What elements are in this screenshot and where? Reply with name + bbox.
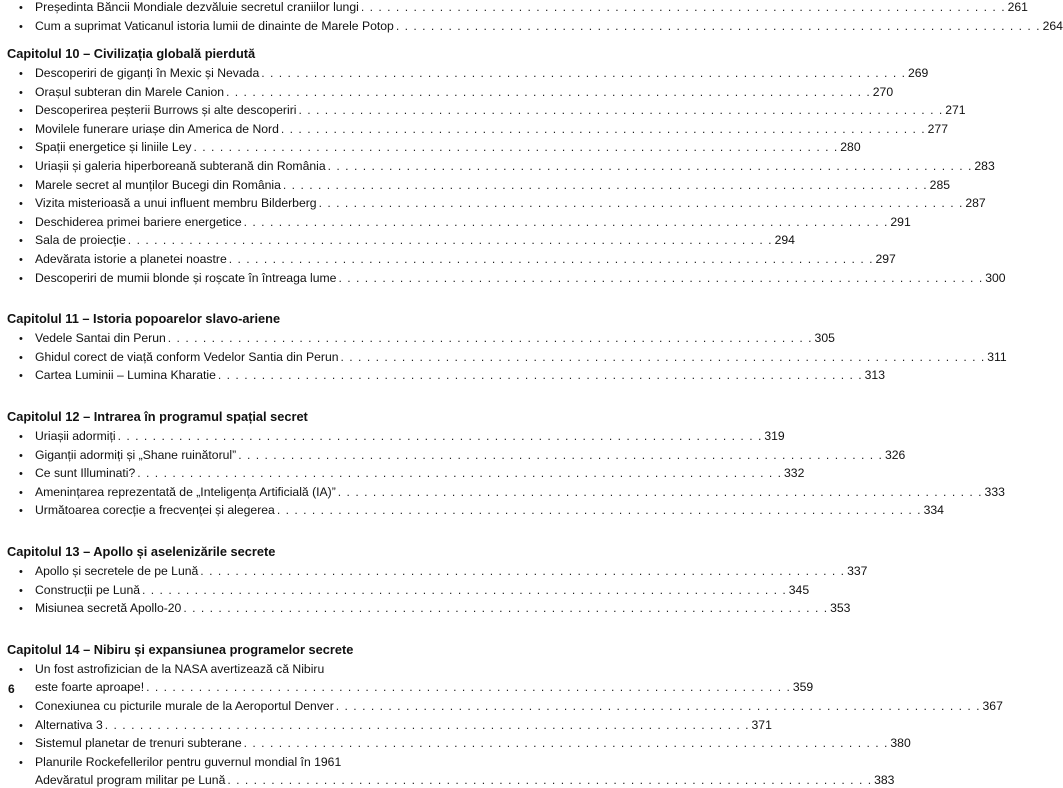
toc-entry [19,662,453,677]
toc-entry-title: Planurile Rockefellerilor pentru guvernul mondial în 1961 [35,754,342,769]
toc-entry-title: Adevăratul program militar pe Lună [35,773,226,788]
dot-leader: . . . . . . . . . . . . . . . . . . . . . . . . . . . . . . . . . . . . . . . . . . . . . . . . . . . . . . . . . . . . . . . . . . . . . . . . . . [360,0,1006,14]
toc-entry-title: Orașul subteran din Marele Canion [35,84,225,99]
toc-entry [19,699,1003,714]
bullet-icon: • [19,468,23,481]
toc-entry [19,564,868,579]
bullet-icon: • [19,333,23,346]
bullet-icon: • [19,719,23,732]
toc-entry [19,66,929,81]
bullet-icon: • [19,738,23,751]
toc-entry-page: 337 [847,564,868,578]
dot-leader: . . . . . . . . . . . . . . . . . . . . . . . . . . . . . . . . . . . . . . . . . . . . . . . . . . . . . . . . . . . . . . . . . . . . . . . . . . [127,233,773,248]
toc-entry-title: Președinta Băncii Mondiale dezvăluie secretul craniilor lungi [35,0,359,14]
toc-entry-title: Vedele Santai din Perun [35,331,166,346]
chapter-heading: Capitolul 14 – Nibiru și expansiunea programelor secrete [7,641,354,657]
toc-entry-title: Următoarea corecție a frecvenței și alegerea [35,503,275,518]
toc-entry-page: 371 [751,717,772,732]
dot-leader: . . . . . . . . . . . . . . . . . . . . . . . . . . . . . . . . . . . . . . . . . . . . . . . . . . . . . . . . . . . . . . . . . . . . . . . . . . [261,66,906,80]
toc-entry-page: 313 [864,368,885,383]
dot-leader: . . . . . . . . . . . . . . . . . . . . . . . . . . . . . . . . . . . . . . . . . . . . . . . . . . . . . . . . . . . . . . . . . . . . . . . . . . [227,773,873,788]
toc-entry-page: 300 [985,270,1006,285]
chapter-heading: Capitolul 13 – Apollo și aselenizările secrete [7,544,276,559]
toc-entry-title: Adevărata istorie a planetei noastre [35,252,227,266]
bullet-icon: • [19,584,23,597]
dot-leader: . . . . . . . . . . . . . . . . . . . . . . . . . . . . . . . . . . . . . . . . . . . . . . . . . . . . . . . . . . . . . . . . . . . . . . . . . . [338,270,984,285]
toc-entry [19,177,951,193]
toc-entry-title: Ce sunt Illuminati? [35,466,136,481]
toc-entry [19,252,896,267]
toc-entry-page: 261 [1007,0,1028,14]
toc-entry [19,331,835,346]
bullet-icon: • [19,20,23,33]
toc-entry [19,755,453,770]
toc-entry-page: 367 [982,699,1003,713]
bullet-icon: • [19,198,23,211]
dot-leader: . . . . . . . . . . . . . . . . . . . . . . . . . . . . . . . . . . . . . . . . . . . . . . . . . . . . . . . . . . . . . . . . . . . . . . . . . . [104,717,750,732]
toc-entry-page: 287 [965,196,986,211]
toc-entry [19,140,861,155]
toc-entry [19,582,810,598]
dot-leader: . . . . . . . . . . . . . . . . . . . . . . . . . . . . . . . . . . . . . . . . . . . . . . . . . . . . . . . . . . . . . . . . . . . . . . . . . . [318,196,964,211]
toc-entry [19,159,995,174]
dot-leader: . . . . . . . . . . . . . . . . . . . . . . . . . . . . . . . . . . . . . . . . . . . . . . . . . . . . . . . . . . . . . . . . . . . . . . . . . . [395,18,1041,33]
toc-entry-title: Descoperiri de mumii blonde și roșcate în întreaga lume [35,270,337,285]
toc-entry [19,484,1005,500]
toc-entry-page: 305 [814,331,835,346]
toc-entry [19,0,1028,15]
bullet-icon: • [19,2,23,14]
toc-entry [19,196,986,211]
bullet-icon: • [19,179,23,192]
toc-entry-page: 311 [987,349,1007,364]
dot-leader: . . . . . . . . . . . . . . . . . . . . . . . . . . . . . . . . . . . . . . . . . . . . . . . . . . . . . . . . . . . . . . . . . . . . . . . . . . [142,582,787,597]
dot-leader: . . . . . . . . . . . . . . . . . . . . . . . . . . . . . . . . . . . . . . . . . . . . . . . . . . . . . . . . . . . . . . . . . . . . . . . . . . [193,140,839,155]
toc-entry-page: 291 [890,214,911,229]
dot-leader: . . . . . . . . . . . . . . . . . . . . . . . . . . . . . . . . . . . . . . . . . . . . . . . . . . . . . . . . . . . . . . . . . . . . . . . . . . [137,466,783,481]
dot-leader: . . . . . . . . . . . . . . . . . . . . . . . . . . . . . . . . . . . . . . . . . . . . . . . . . . . . . . . . . . . . . . . . . . . . . . . . . . [337,484,983,499]
toc-entry-title: Uriașii adormiți [35,429,116,443]
bullet-icon: • [19,86,23,99]
toc-entry-title: Amenințarea reprezentată de „Inteligența Artificială (IA)” [35,484,336,499]
bullet-icon: • [19,603,23,616]
toc-entry-title: Movilele funerare uriașe din America de Nord [35,121,279,136]
toc-entry [19,103,966,118]
toc-entry-title: Descoperirea peșterii Burrows și alte descoperiri [35,103,297,118]
bullet-icon: • [19,254,23,266]
dot-leader: . . . . . . . . . . . . . . . . . . . . . . . . . . . . . . . . . . . . . . . . . . . . . . . . . . . . . . . . . . . . . . . . . . . . . . . . . . [280,121,926,136]
toc-entry-page: 280 [840,140,861,155]
toc-entry [19,349,1007,365]
toc-entry-title: Cartea Luminii – Lumina Kharatie [35,368,216,383]
toc-entry-page: 294 [774,233,795,248]
toc-entry-title: Giganții adormiți și „Shane ruinătorul” [35,447,237,462]
toc-entry-title: Cum a suprimat Vaticanul istoria lumii de dinainte de Marele Potop [35,18,394,33]
toc-entry-page: 326 [884,447,906,462]
toc-entry-page: 345 [788,582,810,597]
toc-entry-title: Apollo și secretele de pe Lună [35,564,199,578]
toc-entry [19,121,948,137]
toc-entry-title: Vizita misterioasă a unui influent membru Bilderberg [35,196,317,211]
toc-entry-page: 380 [890,736,911,751]
toc-entry-title: Conexiunea cu picturile murale de la Aeroportul Denver [35,699,334,713]
dot-leader: . . . . . . . . . . . . . . . . . . . . . . . . . . . . . . . . . . . . . . . . . . . . . . . . . . . . . . . . . . . . . . . . . . . . . . . . . . [327,159,973,173]
toc-entry-title: Ghidul corect de viață conform Vedelor Santia din Perun [35,349,339,364]
dot-leader: . . . . . . . . . . . . . . . . . . . . . . . . . . . . . . . . . . . . . . . . . . . . . . . . . . . . . . . . . . . . . . . . . . . . . . . . . . [226,84,871,99]
dot-leader: . . . . . . . . . . . . . . . . . . . . . . . . . . . . . . . . . . . . . . . . . . . . . . . . . . . . . . . . . . . . . . . . . . . . . . . . . . [167,331,813,346]
dot-leader: . . . . . . . . . . . . . . . . . . . . . . . . . . . . . . . . . . . . . . . . . . . . . . . . . . . . . . . . . . . . . . . . . . . . . . . . . . [217,368,863,383]
toc-entry-page: 334 [923,503,944,518]
toc-entry [19,680,814,695]
bullet-icon: • [19,142,23,155]
toc-entry-title: este foarte aproape! [35,680,145,695]
bullet-icon: • [19,566,23,578]
toc-entry-title: Sistemul planetar de trenuri subterane [35,736,242,751]
toc-entry-page: 332 [784,466,805,481]
dot-leader: . . . . . . . . . . . . . . . . . . . . . . . . . . . . . . . . . . . . . . . . . . . . . . . . . . . . . . . . . . . . . . . . . . . . . . . . . . [200,564,846,578]
toc-entry-page: 383 [874,773,895,788]
toc-entry-title: Un fost astrofizician de la NASA avertizează că Nibiru [35,661,325,676]
toc-entry-page: 359 [792,680,814,695]
toc-entry [19,214,911,230]
toc-entry-title: Uriașii și galeria hiperboreană subterană din România [35,159,326,173]
dot-leader: . . . . . . . . . . . . . . . . . . . . . . . . . . . . . . . . . . . . . . . . . . . . . . . . . . . . . . . . . . . . . . . . . . . . . . . . . . [340,349,986,364]
dot-leader: . . . . . . . . . . . . . . . . . . . . . . . . . . . . . . . . . . . . . . . . . . . . . . . . . . . . . . . . . . . . . . . . . . . . . . . . . . [276,503,922,518]
toc-entry-title: Marele secret al munților Bucegi din România [35,177,281,192]
toc-entry [19,84,894,100]
bullet-icon: • [19,68,23,80]
toc-entry [19,773,895,788]
toc-entry-title: Spații energetice și liniile Ley [35,140,192,155]
dot-leader: . . . . . . . . . . . . . . . . . . . . . . . . . . . . . . . . . . . . . . . . . . . . . . . . . . . . . . . . . . . . . . . . . . . . . . . . . . [335,699,981,713]
toc-entry [19,429,785,444]
dot-leader: . . . . . . . . . . . . . . . . . . . . . . . . . . . . . . . . . . . . . . . . . . . . . . . . . . . . . . . . . . . . . . . . . . . . . . . . . . [183,601,829,616]
toc-entry-page: 285 [929,177,951,192]
toc-entry-page: 264 [1042,18,1063,33]
toc-entry-page: 271 [945,103,966,118]
dot-leader: . . . . . . . . . . . . . . . . . . . . . . . . . . . . . . . . . . . . . . . . . . . . . . . . . . . . . . . . . . . . . . . . . . . . . . . . . . [228,252,874,266]
bullet-icon: • [19,123,23,136]
toc-entry [19,18,1063,34]
dot-leader: . . . . . . . . . . . . . . . . . . . . . . . . . . . . . . . . . . . . . . . . . . . . . . . . . . . . . . . . . . . . . . . . . . . . . . . . . . [243,214,889,229]
bullet-icon: • [19,272,23,285]
toc-entry-title: Misiunea secretă Apollo-20 [35,601,182,616]
page-number: 6 [8,682,15,696]
toc-entry [19,466,805,481]
toc-entry [19,717,772,733]
bullet-icon: • [19,756,23,769]
bullet-icon: • [19,431,23,443]
chapter-heading: Capitolul 11 – Istoria popoarelor slavo-ariene [7,311,281,327]
toc-entry-page: 269 [908,66,929,80]
chapter-heading: Capitolul 10 – Civilizația globală pierdută [7,46,256,61]
toc-entry [19,447,906,463]
toc-entry-page: 353 [830,601,851,616]
toc-entry [19,601,851,616]
toc-entry-page: 319 [764,429,785,443]
bullet-icon: • [19,105,23,118]
bullet-icon: • [19,663,23,676]
bullet-icon: • [19,235,23,248]
bullet-icon: • [19,216,23,229]
dot-leader: . . . . . . . . . . . . . . . . . . . . . . . . . . . . . . . . . . . . . . . . . . . . . . . . . . . . . . . . . . . . . . . . . . . . . . . . . . [238,447,883,462]
toc-entry-page: 277 [927,121,948,136]
chapter-heading: Capitolul 12 – Intrarea în programul spațial secret [7,409,308,424]
dot-leader: . . . . . . . . . . . . . . . . . . . . . . . . . . . . . . . . . . . . . . . . . . . . . . . . . . . . . . . . . . . . . . . . . . . . . . . . . . [146,680,791,695]
toc-entry-page: 270 [872,84,894,99]
toc-entry-title: Construcții pe Lună [35,582,141,597]
toc-entry-page: 297 [875,252,896,266]
toc-entry-page: 283 [974,159,995,173]
toc-entry [19,368,885,383]
bullet-icon: • [19,701,23,713]
bullet-icon: • [19,486,23,499]
toc-entry [19,233,795,248]
bullet-icon: • [19,351,23,364]
toc-entry-title: Sala de proiecție [35,233,126,248]
toc-entry-title: Descoperiri de giganți în Mexic și Nevada [35,66,260,80]
bullet-icon: • [19,161,23,173]
dot-leader: . . . . . . . . . . . . . . . . . . . . . . . . . . . . . . . . . . . . . . . . . . . . . . . . . . . . . . . . . . . . . . . . . . . . . . . . . . [282,177,928,192]
toc-entry-page: 333 [984,484,1005,499]
toc-entry-title: Alternativa 3 [35,717,103,732]
bullet-icon: • [19,449,23,462]
bullet-icon: • [19,505,23,518]
bullet-icon: • [19,370,23,383]
toc-entry [19,270,1006,286]
toc-entry [19,503,944,518]
dot-leader: . . . . . . . . . . . . . . . . . . . . . . . . . . . . . . . . . . . . . . . . . . . . . . . . . . . . . . . . . . . . . . . . . . . . . . . . . . [243,736,889,751]
dot-leader: . . . . . . . . . . . . . . . . . . . . . . . . . . . . . . . . . . . . . . . . . . . . . . . . . . . . . . . . . . . . . . . . . . . . . . . . . . [117,429,763,443]
dot-leader: . . . . . . . . . . . . . . . . . . . . . . . . . . . . . . . . . . . . . . . . . . . . . . . . . . . . . . . . . . . . . . . . . . . . . . . . . . [298,103,944,118]
toc-entry-title: Deschiderea primei bariere energetice [35,214,242,229]
toc-entry [19,736,911,751]
